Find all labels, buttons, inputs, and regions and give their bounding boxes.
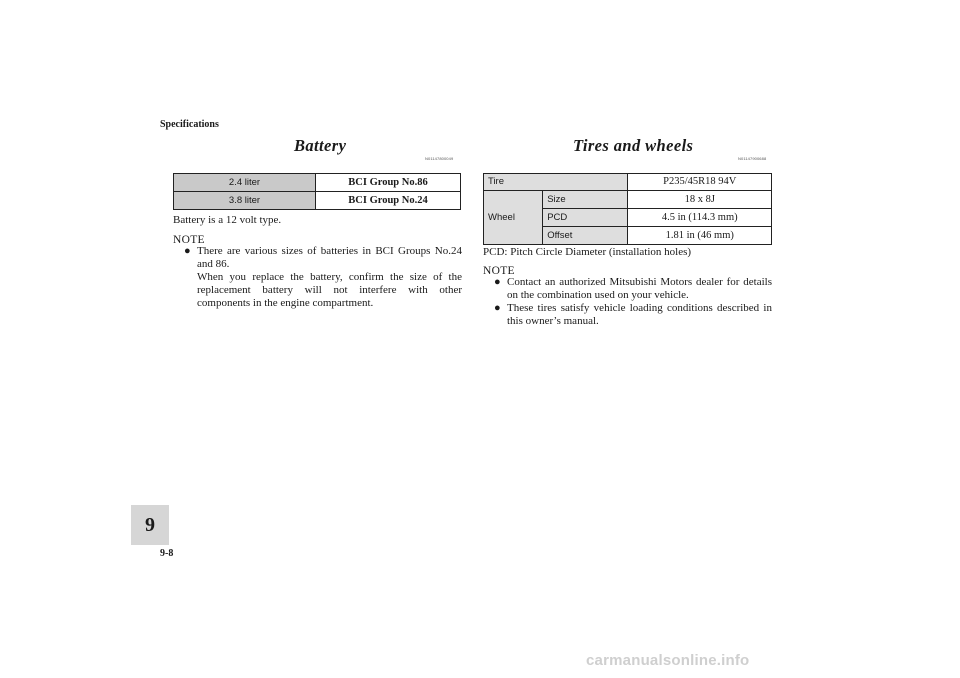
chapter-number: 9 <box>145 513 155 536</box>
battery-note-heading: NOTE <box>173 234 205 246</box>
battery-group-value: BCI Group No.24 <box>316 192 461 210</box>
battery-voltage-text: Battery is a 12 volt type. <box>173 214 282 226</box>
note-text: These tires satisfy vehicle loading conditions described in this owner’s manual. <box>507 302 772 327</box>
battery-heading: Battery <box>294 136 347 155</box>
running-head: Specifications <box>160 119 219 130</box>
battery-row-3-8 <box>174 192 461 210</box>
wheel-label: Wheel <box>484 191 543 245</box>
tires-note-heading: NOTE <box>483 265 515 277</box>
wheel-param-value: 18 x 8J <box>628 191 772 209</box>
wheel-size-row <box>484 191 772 209</box>
tire-size-value: P235/45R18 94V <box>628 174 772 191</box>
bullet-icon: ● <box>494 302 501 314</box>
note-text: Contact an authorized Mitsubishi Motors dealer for details on the combination used on your vehicle. <box>507 276 772 301</box>
pcd-definition-text: PCD: Pitch Circle Diameter (installation holes) <box>483 246 692 258</box>
bullet-icon: ● <box>494 276 501 288</box>
battery-engine-label: 2.4 liter <box>174 174 316 192</box>
tires-spec-table <box>483 173 772 245</box>
wheel-param-label: Size <box>543 191 628 209</box>
note-text: When you replace the battery, confirm the size of the replacement battery will not interfere with other components in the engine compartment. <box>197 271 462 309</box>
wheel-param-value: 1.81 in (46 mm) <box>628 227 772 245</box>
bullet-icon: ● <box>184 245 191 257</box>
wheel-param-label: PCD <box>543 209 628 227</box>
tire-label: Tire <box>484 174 628 191</box>
page-number: 9-8 <box>160 548 174 559</box>
note-item <box>494 276 772 302</box>
battery-note-list <box>184 245 462 310</box>
battery-spec-table <box>173 173 461 210</box>
note-item <box>494 302 772 328</box>
battery-row-2-4 <box>174 174 461 192</box>
note-text: There are various sizes of batteries in BCI Groups No.24 and 86. <box>197 245 462 270</box>
wheel-param-value: 4.5 in (114.3 mm) <box>628 209 772 227</box>
tire-row <box>484 174 772 191</box>
note-item <box>184 245 462 310</box>
battery-section-code: N01147800049 <box>425 156 454 161</box>
tires-note-list <box>494 276 772 328</box>
tires-heading: Tires and wheels <box>573 136 694 155</box>
chapter-tab <box>131 505 169 545</box>
wheel-param-label: Offset <box>543 227 628 245</box>
watermark-text: carmanualsonline.info <box>586 652 750 669</box>
tires-section-code: N01147900688 <box>738 156 767 161</box>
battery-group-value: BCI Group No.86 <box>316 174 461 192</box>
battery-engine-label: 3.8 liter <box>174 192 316 210</box>
